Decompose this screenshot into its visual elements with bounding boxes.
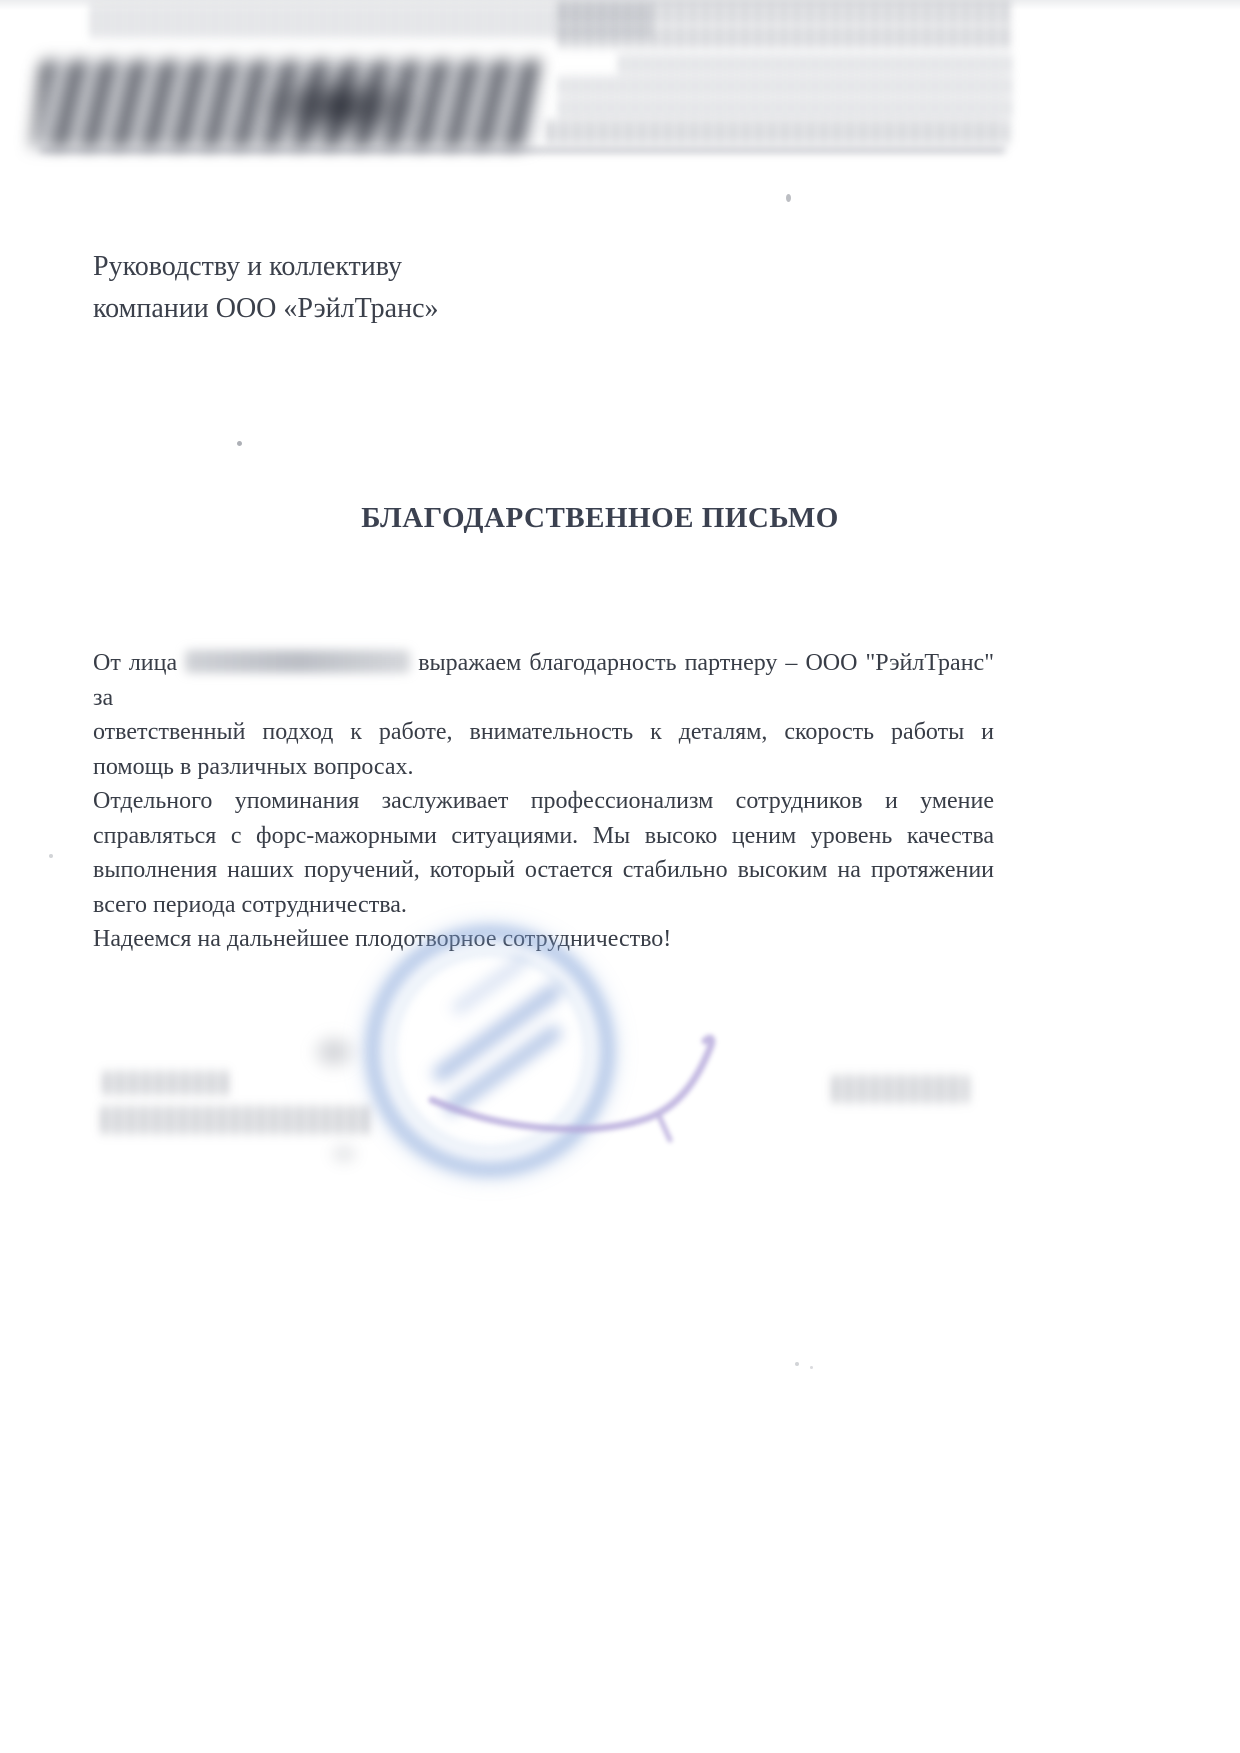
letterhead-top-line-right-2 [560,26,1010,48]
signer-company-redacted [102,1106,370,1134]
letter-title: БЛАГОДАРСТВЕННОЕ ПИСЬМО [361,502,839,534]
body-line-6: выполнения наших поручений, который остается стабильно высоким на протяжении [93,857,994,883]
letterhead-address-line-1 [620,54,1010,74]
body-line-5: справляться с форс-мажорными ситуациями. Мы высоко ценим уровень качества [93,822,994,849]
letter-body [93,646,994,957]
body-line-1-prefix: От лица [93,650,178,676]
scan-dot-1 [237,441,242,446]
scan-dot-6 [810,1366,813,1369]
body-line-8: Надеемся на дальнейшее плодотворное сотрудничество! [93,926,672,952]
redacted-company-name [185,650,410,673]
recipient-block [93,246,439,330]
letterhead-divider [40,148,1005,153]
scan-dot-4 [49,854,53,858]
letterhead-address-line-2 [560,76,1010,96]
body-line-3: помощь в различных вопросах. [93,753,414,780]
scan-dot-5 [795,1362,799,1366]
body-line-2: ответственный подход к работе, внимательность к деталям, скорость работы и [93,719,994,745]
scan-smear-1 [308,1030,360,1074]
recipient-line-2: компании ООО «РэйлТранс» [93,293,439,324]
signer-role-redacted [104,1071,232,1095]
body-line-1 [93,646,994,715]
body-line-7: всего периода сотрудничества. [93,891,407,918]
letterhead-address-line-3 [560,98,1010,118]
body-line-4: Отдельного упоминания заслуживает профессионализм сотрудников и умение [93,788,994,814]
letterhead-top-line-right-1 [560,0,1010,24]
signer-name-redacted [833,1075,968,1103]
letterhead-address-line-4 [548,120,1008,144]
scan-dot-2 [786,194,791,202]
recipient-line-1: Руководству и коллективу [93,251,403,282]
body-line-1-suffix: выражаем благодарность партнеру – ООО "РэйлТранс" за [93,650,995,711]
company-stamp [365,925,615,1177]
scan-dot-3 [493,516,498,521]
scan-smear-2 [326,1140,362,1168]
company-logo-core [255,72,425,140]
